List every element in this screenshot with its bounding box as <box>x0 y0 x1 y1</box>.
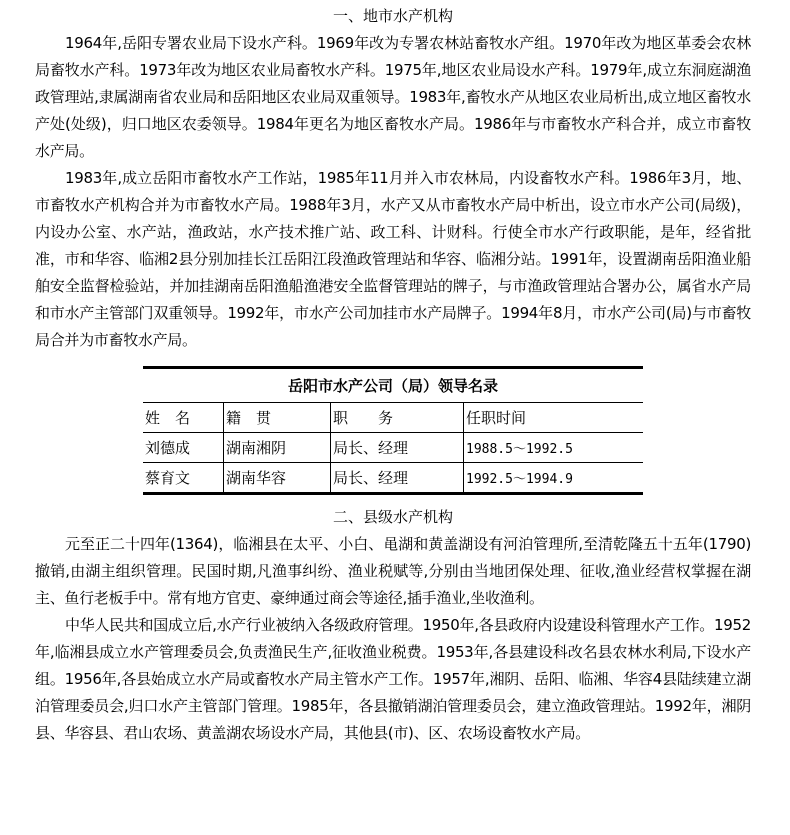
cell-position: 局长、经理 <box>331 433 464 463</box>
paragraph: 中华人民共和国成立后,水产行业被纳入各级政府管理。1950年,各县政府内设建设科管理水产工作。1952年,临湘县成立水产管理委员会,负责渔民生产,征收渔业税费。1953年,各县建设科改名县农林水利局,下设水产组。1956年,各县始成立水产局或畜牧水产局主管水产工作。1957年,湘阴、岳阳、临湘、华容4县陆续建立湖泊管理委员会,归口水产主管部门管理。1985年，各县撤销湖泊管理委员会，建立渔政管理站。1992年，湘阴县、华容县、君山农场、黄盖湖农场设水产局，其他县(市)、区、农场设畜牧水产局。 <box>35 616 751 742</box>
cell-origin: 湖南湘阴 <box>224 433 331 463</box>
section-title: 一、地市水产机构 <box>332 7 453 25</box>
paragraph: 1964年,岳阳专署农业局下设水产科。1969年改为专署农林站畜牧水产组。1970年改为地区革委会农林局畜牧水产科。1973年改为地区农业局畜牧水产科。1975年,地区农业局设水产科。1979年,成立东洞庭湖渔政管理站,隶属湖南省农业局和岳阳地区农业局双重领导。1983年,畜牧水产从地区农业局析出,成立地区畜牧水产处(处级)，归口地区农委领导。1984年更名为地区畜牧水产局。1986年与市畜牧水产科合并，成立市畜牧水产局。 <box>35 34 751 160</box>
cell-origin: 湖南华容 <box>224 463 331 494</box>
cell-position: 局长、经理 <box>331 463 464 494</box>
table-row <box>143 433 643 463</box>
column-header: 任职时间 <box>464 403 644 433</box>
leaders-table <box>143 366 643 495</box>
table-caption: 岳阳市水产公司（局）领导名录 <box>143 368 643 403</box>
cell-name: 刘德成 <box>143 433 224 463</box>
cell-name: 蔡育文 <box>143 463 224 494</box>
cell-term: 1988.5～1992.5 <box>464 433 644 463</box>
section-title: 二、县级水产机构 <box>332 508 453 526</box>
cell-term: 1992.5～1994.9 <box>464 463 644 494</box>
column-header: 姓 名 <box>143 403 224 433</box>
table-header-row <box>143 403 643 433</box>
document-page <box>35 0 751 747</box>
paragraph: 元至正二十四年(1364)，临湘县在太平、小白、黾湖和黄盖湖设有河泊管理所,至清乾隆五十五年(1790)撤销,由湖主组织管理。民国时期,凡渔事纠纷、渔业税赋等,分别由当地团保处理、征收,渔业经营权掌握在湖主、鱼行老板手中。常有地方官吏、豪绅通过商会等途径,插手渔业,坐收渔利。 <box>35 535 751 607</box>
paragraph: 1983年,成立岳阳市畜牧水产工作站，1985年11月并入市农林局，内设畜牧水产科。1986年3月，地、市畜牧水产机构合并为市畜牧水产局。1988年3月，水产又从市畜牧水产局中析出，设立市水产公司(局级)，内设办公室、水产站，渔政站，水产技术推广站、政工科、计财科。行使全市水产行政职能，是年，经省批准，市和华容、临湘2县分别加挂长江岳阳江段渔政管理站和华容、临湘分站。1991年，设置湖南岳阳渔业船舶安全监督检验站，并加挂湖南岳阳渔船渔港安全监督管理站的牌子，与市渔政管理站合署办公，属省水产局和市水产主管部门双重领导。1992年，市水产公司加挂市水产局牌子。1994年8月，市水产公司(局)与市畜牧局合并为市畜牧水产局。 <box>35 169 751 349</box>
column-header: 籍 贯 <box>224 403 331 433</box>
column-header: 职 务 <box>331 403 464 433</box>
table-row <box>143 463 643 494</box>
